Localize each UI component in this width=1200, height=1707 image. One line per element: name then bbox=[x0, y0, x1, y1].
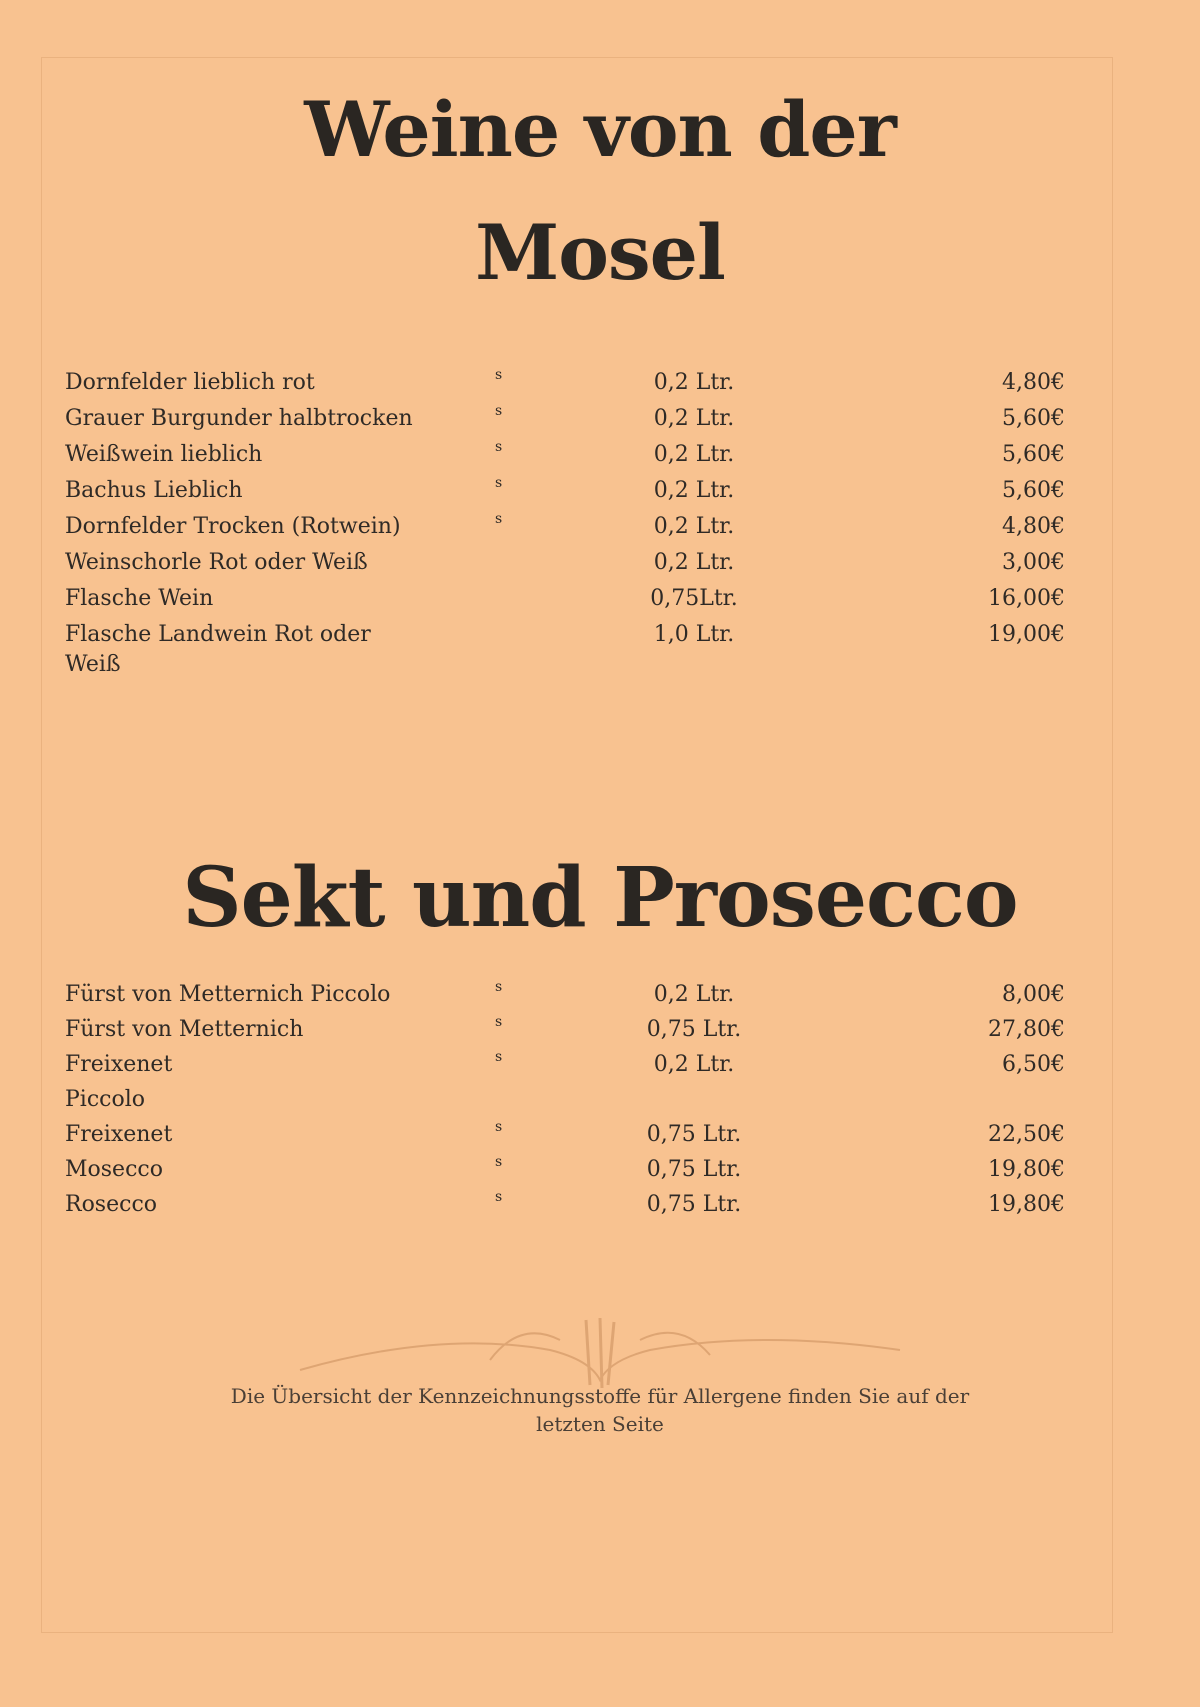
item-name: Rosecco bbox=[65, 1192, 158, 1217]
item-volume: 0,2 Ltr. bbox=[653, 406, 735, 431]
allergen-note bbox=[0, 1382, 1200, 1438]
item-volume: 0,2 Ltr. bbox=[653, 442, 735, 467]
item-volume: 0,2 Ltr. bbox=[653, 478, 735, 503]
item-volume: 0,75 Ltr. bbox=[646, 1192, 742, 1217]
menu-item bbox=[0, 1085, 1200, 1115]
menu-item bbox=[0, 1190, 1200, 1220]
item-price: 5,60€ bbox=[1002, 478, 1065, 503]
menu-item bbox=[0, 476, 1200, 506]
item-mark: s bbox=[495, 439, 503, 455]
item-name: Fürst von Metternich bbox=[65, 1017, 304, 1042]
item-price: 16,00€ bbox=[988, 586, 1065, 611]
item-price: 3,00€ bbox=[1002, 550, 1065, 575]
menu-item bbox=[0, 1120, 1200, 1150]
item-volume: 0,75 Ltr. bbox=[646, 1157, 742, 1182]
item-price: 4,80€ bbox=[1002, 370, 1065, 395]
section-title-wine-line1: Weine von der bbox=[304, 85, 896, 174]
item-name: Freixenet bbox=[65, 1122, 173, 1147]
item-price: 19,00€ bbox=[988, 622, 1065, 647]
menu-item bbox=[0, 620, 1200, 677]
item-mark: s bbox=[495, 475, 503, 491]
menu-item bbox=[0, 1050, 1200, 1080]
item-price: 5,60€ bbox=[1002, 406, 1065, 431]
menu-item bbox=[0, 1155, 1200, 1185]
item-price: 22,50€ bbox=[988, 1122, 1065, 1147]
item-mark: s bbox=[495, 1119, 503, 1135]
menu-item bbox=[0, 404, 1200, 434]
item-name: Bachus Lieblich bbox=[65, 478, 243, 503]
item-volume: 0,2 Ltr. bbox=[653, 370, 735, 395]
item-mark: s bbox=[495, 1189, 503, 1205]
item-mark: s bbox=[495, 367, 503, 383]
item-price: 5,60€ bbox=[1002, 442, 1065, 467]
menu-item bbox=[0, 368, 1200, 398]
menu-item bbox=[0, 584, 1200, 614]
item-price: 19,80€ bbox=[988, 1157, 1065, 1182]
item-mark: s bbox=[495, 979, 503, 995]
item-name: Freixenet bbox=[65, 1052, 173, 1077]
item-price: 6,50€ bbox=[1002, 1052, 1065, 1077]
item-volume: 0,2 Ltr. bbox=[653, 982, 735, 1007]
menu-item bbox=[0, 980, 1200, 1010]
item-volume: 0,2 Ltr. bbox=[653, 1052, 735, 1077]
item-name: Flasche Wein bbox=[65, 586, 214, 611]
item-name: Dornfelder lieblich rot bbox=[65, 370, 315, 395]
item-volume: 0,2 Ltr. bbox=[653, 514, 735, 539]
item-name: Grauer Burgunder halbtrocken bbox=[65, 406, 413, 431]
section-title-wine-line2: Mosel bbox=[475, 208, 725, 297]
cutlery-ornament-icon bbox=[290, 1310, 910, 1390]
item-name: Fürst von Metternich Piccolo bbox=[65, 982, 391, 1007]
item-price: 8,00€ bbox=[1002, 982, 1065, 1007]
item-name: Dornfelder Trocken (Rotwein) bbox=[65, 514, 401, 539]
section-title-sekt: Sekt und Prosecco bbox=[182, 850, 1018, 946]
allergen-note-line1: Die Übersicht der Kennzeichnungsstoffe für Allergene finden Sie auf der bbox=[230, 1384, 970, 1408]
item-price: 19,80€ bbox=[988, 1192, 1065, 1217]
item-volume: 0,75 Ltr. bbox=[646, 1017, 742, 1042]
item-price: 27,80€ bbox=[988, 1017, 1065, 1042]
allergen-note-line2: letzten Seite bbox=[536, 1412, 664, 1436]
item-mark: s bbox=[495, 1154, 503, 1170]
item-mark: s bbox=[495, 1049, 503, 1065]
item-volume: 1,0 Ltr. bbox=[653, 622, 735, 647]
item-mark: s bbox=[495, 511, 503, 527]
item-name: Weinschorle Rot oder Weiß bbox=[65, 550, 368, 575]
item-name: Weißwein lieblich bbox=[65, 442, 263, 467]
item-name: Flasche Landwein Rot oder Weiß bbox=[65, 622, 371, 677]
item-volume: 0,2 Ltr. bbox=[653, 550, 735, 575]
item-price: 4,80€ bbox=[1002, 514, 1065, 539]
item-mark: s bbox=[495, 403, 503, 419]
item-mark: s bbox=[495, 1014, 503, 1030]
menu-item bbox=[0, 1015, 1200, 1045]
menu-item bbox=[0, 548, 1200, 578]
menu-item bbox=[0, 512, 1200, 542]
item-name: Piccolo bbox=[65, 1087, 146, 1112]
item-name: Mosecco bbox=[65, 1157, 163, 1182]
item-volume: 0,75Ltr. bbox=[650, 586, 738, 611]
item-volume: 0,75 Ltr. bbox=[646, 1122, 742, 1147]
menu-item bbox=[0, 440, 1200, 470]
